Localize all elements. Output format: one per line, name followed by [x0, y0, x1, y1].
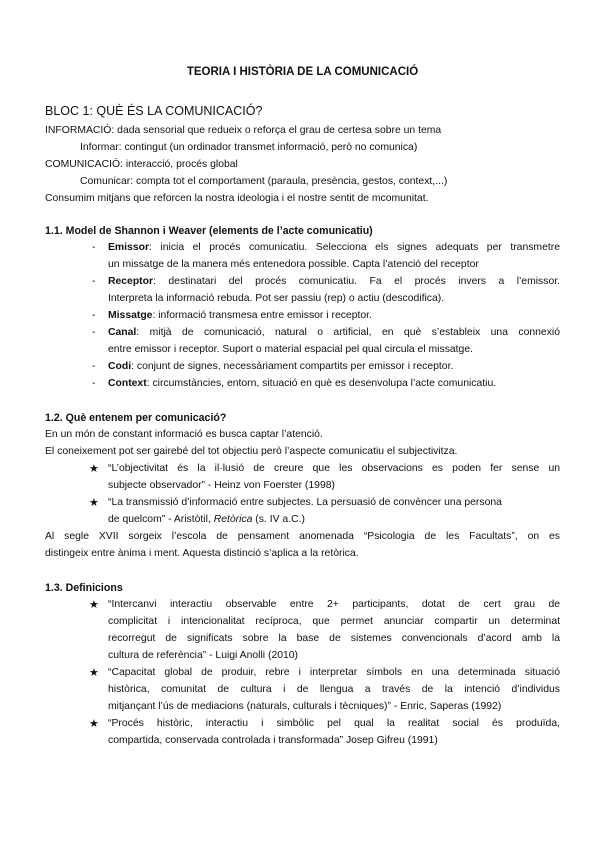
informacio-term: INFORMACIÓ	[45, 125, 112, 136]
quote-date: (s. IV a.C.)	[252, 514, 305, 525]
quote-line: “L’objectivitat és la il·lusió de creure que les observacions es poden fer sense un	[108, 463, 560, 474]
star-bullet-icon: ★	[89, 497, 99, 509]
bullet-dash: -	[92, 378, 96, 389]
comunicacio-text: : interacció, procés global	[120, 159, 238, 170]
bullet-dash: -	[92, 310, 96, 321]
missatge-line-1	[108, 309, 560, 323]
comunicacio-term: COMUNICACIÓ	[45, 159, 121, 170]
emissor-line-2: un missatge de la manera més entenedora possible. Capta l’atenció del receptor	[108, 259, 479, 270]
definition-line: històrica, comunitat de cultura i de llengua a través de la intenció d’individus	[108, 684, 560, 695]
definition-line: “Capacitat global de produir, rebre i interpretar símbols en una determinada situació	[108, 667, 560, 678]
canal-text: : mitjà de comunicació, natural o artificial, en què s’estableix una connexió	[136, 327, 560, 338]
bullet-dash: -	[92, 361, 96, 372]
bloc1-heading: BLOC 1: QUÈ ÉS LA COMUNICACIÓ?	[45, 104, 263, 118]
definition-line: compartida, conservada controlada i transformada” Josep Gifreu (1991)	[108, 735, 438, 746]
missatge-text: : informació transmesa entre emissor i receptor.	[152, 310, 372, 321]
missatge-term: Missatge	[108, 310, 153, 321]
definition-line: recorregut de significats sobre la base de sistemes convencionals d’acord amb la	[108, 633, 560, 644]
codi-line-1	[108, 360, 560, 374]
comunicar-definition: Comunicar: compta tot el comportament (paraula, presència, gestos, context,...)	[80, 176, 448, 187]
paragraph: Al segle XVII sorgeix l’escola de pensament anomenada “Psicologia de les Facultats”, on es	[45, 531, 560, 542]
canal-term: Canal	[108, 327, 137, 338]
receptor-line-2: Interpreta la informació rebuda. Pot ser passiu (rep) o actiu (descodifica).	[108, 293, 445, 304]
comunicacio-definition	[45, 158, 560, 172]
bullet-dash: -	[92, 242, 96, 253]
context-text: : circumstàncies, entorn, situació en què es desenvolupa l’acte comunicatiu.	[146, 378, 497, 389]
section-1-3-heading: 1.3. Definicions	[45, 582, 123, 594]
section-1-1-heading: 1.1. Model de Shannon i Weaver (elements de l’acte comunicatiu)	[45, 225, 373, 237]
receptor-line-1	[108, 275, 560, 289]
context-line-1	[108, 377, 560, 391]
bullet-dash: -	[92, 327, 96, 338]
bullet-dash: -	[92, 276, 96, 287]
quote-text: de quelcom” - Aristòtil,	[108, 514, 214, 525]
receptor-term: Receptor	[108, 276, 154, 287]
codi-text: : conjunt de signes, necessàriament compartits per emissor i receptor.	[131, 361, 454, 372]
definition-line: complicitat i intencionalitat recíproca, que permet anunciar compartir un determinat	[108, 616, 560, 627]
consumim-paragraph: Consumim mitjans que reforcen la nostra ideologia i el nostre sentit de mcomunitat.	[45, 193, 429, 204]
document-title: TEORIA I HISTÒRIA DE LA COMUNICACIÓ	[186, 66, 419, 78]
canal-line-1	[108, 326, 560, 340]
receptor-text: : destinatari del procés comunicatiu. Fa el procés invers a l’emissor.	[153, 276, 560, 287]
definition-line: cultura de referència” - Luigi Anolli (2010)	[108, 650, 299, 661]
quote-line: “La transmissió d’informació entre subjectes. La persuasió de convèncer una persona	[108, 497, 502, 508]
informar-definition: Informar: contingut (un ordinador transmet informació, però no comunica)	[80, 142, 418, 153]
star-bullet-icon: ★	[89, 718, 99, 730]
informacio-definition	[45, 124, 560, 138]
emissor-line-1	[108, 241, 560, 255]
codi-term: Codi	[108, 361, 132, 372]
section-1-2-heading: 1.2. Què entenem per comunicació?	[45, 412, 227, 424]
emissor-term: Emissor	[108, 242, 150, 253]
star-bullet-icon: ★	[89, 599, 99, 611]
definition-line: “Intercanvi interactiu observable entre 2+ participants, dotat de cert grau de	[108, 599, 560, 610]
definition-line: mitjançant l’ús de mediacions (naturals, culturals i tècniques)” - Enric, Saperas (1992)	[108, 701, 502, 712]
context-term: Context	[108, 378, 147, 389]
paragraph: El coneixement pot ser gairebé del tot objectiu però l’aspecte comunicatiu el subjectivitza.	[45, 446, 458, 457]
star-bullet-icon: ★	[89, 463, 99, 475]
emissor-text: : inicia el procés comunicatiu. Selecciona els signes adequats per transmetre	[149, 242, 560, 253]
quote-line: subjecte observador” - Heinz von Foerster (1998)	[108, 480, 335, 491]
paragraph: distingeix entre ànima i ment. Aquesta distinció s’aplica a la retòrica.	[45, 548, 359, 559]
definition-line: “Procés històric, interactiu i simbòlic pel qual la realitat social és produïda,	[108, 718, 560, 729]
canal-line-2: entre emissor i receptor. Suport o material espacial pel qual circula el missatge.	[108, 344, 473, 355]
paragraph: En un món de constant informació es busca captar l’atenció.	[45, 429, 323, 440]
star-bullet-icon: ★	[89, 667, 99, 679]
quote-line	[108, 513, 560, 527]
informacio-text: : dada sensorial que redueix o reforça el grau de certesa sobre un tema	[111, 125, 442, 136]
quote-work-title: Retòrica	[213, 514, 253, 525]
